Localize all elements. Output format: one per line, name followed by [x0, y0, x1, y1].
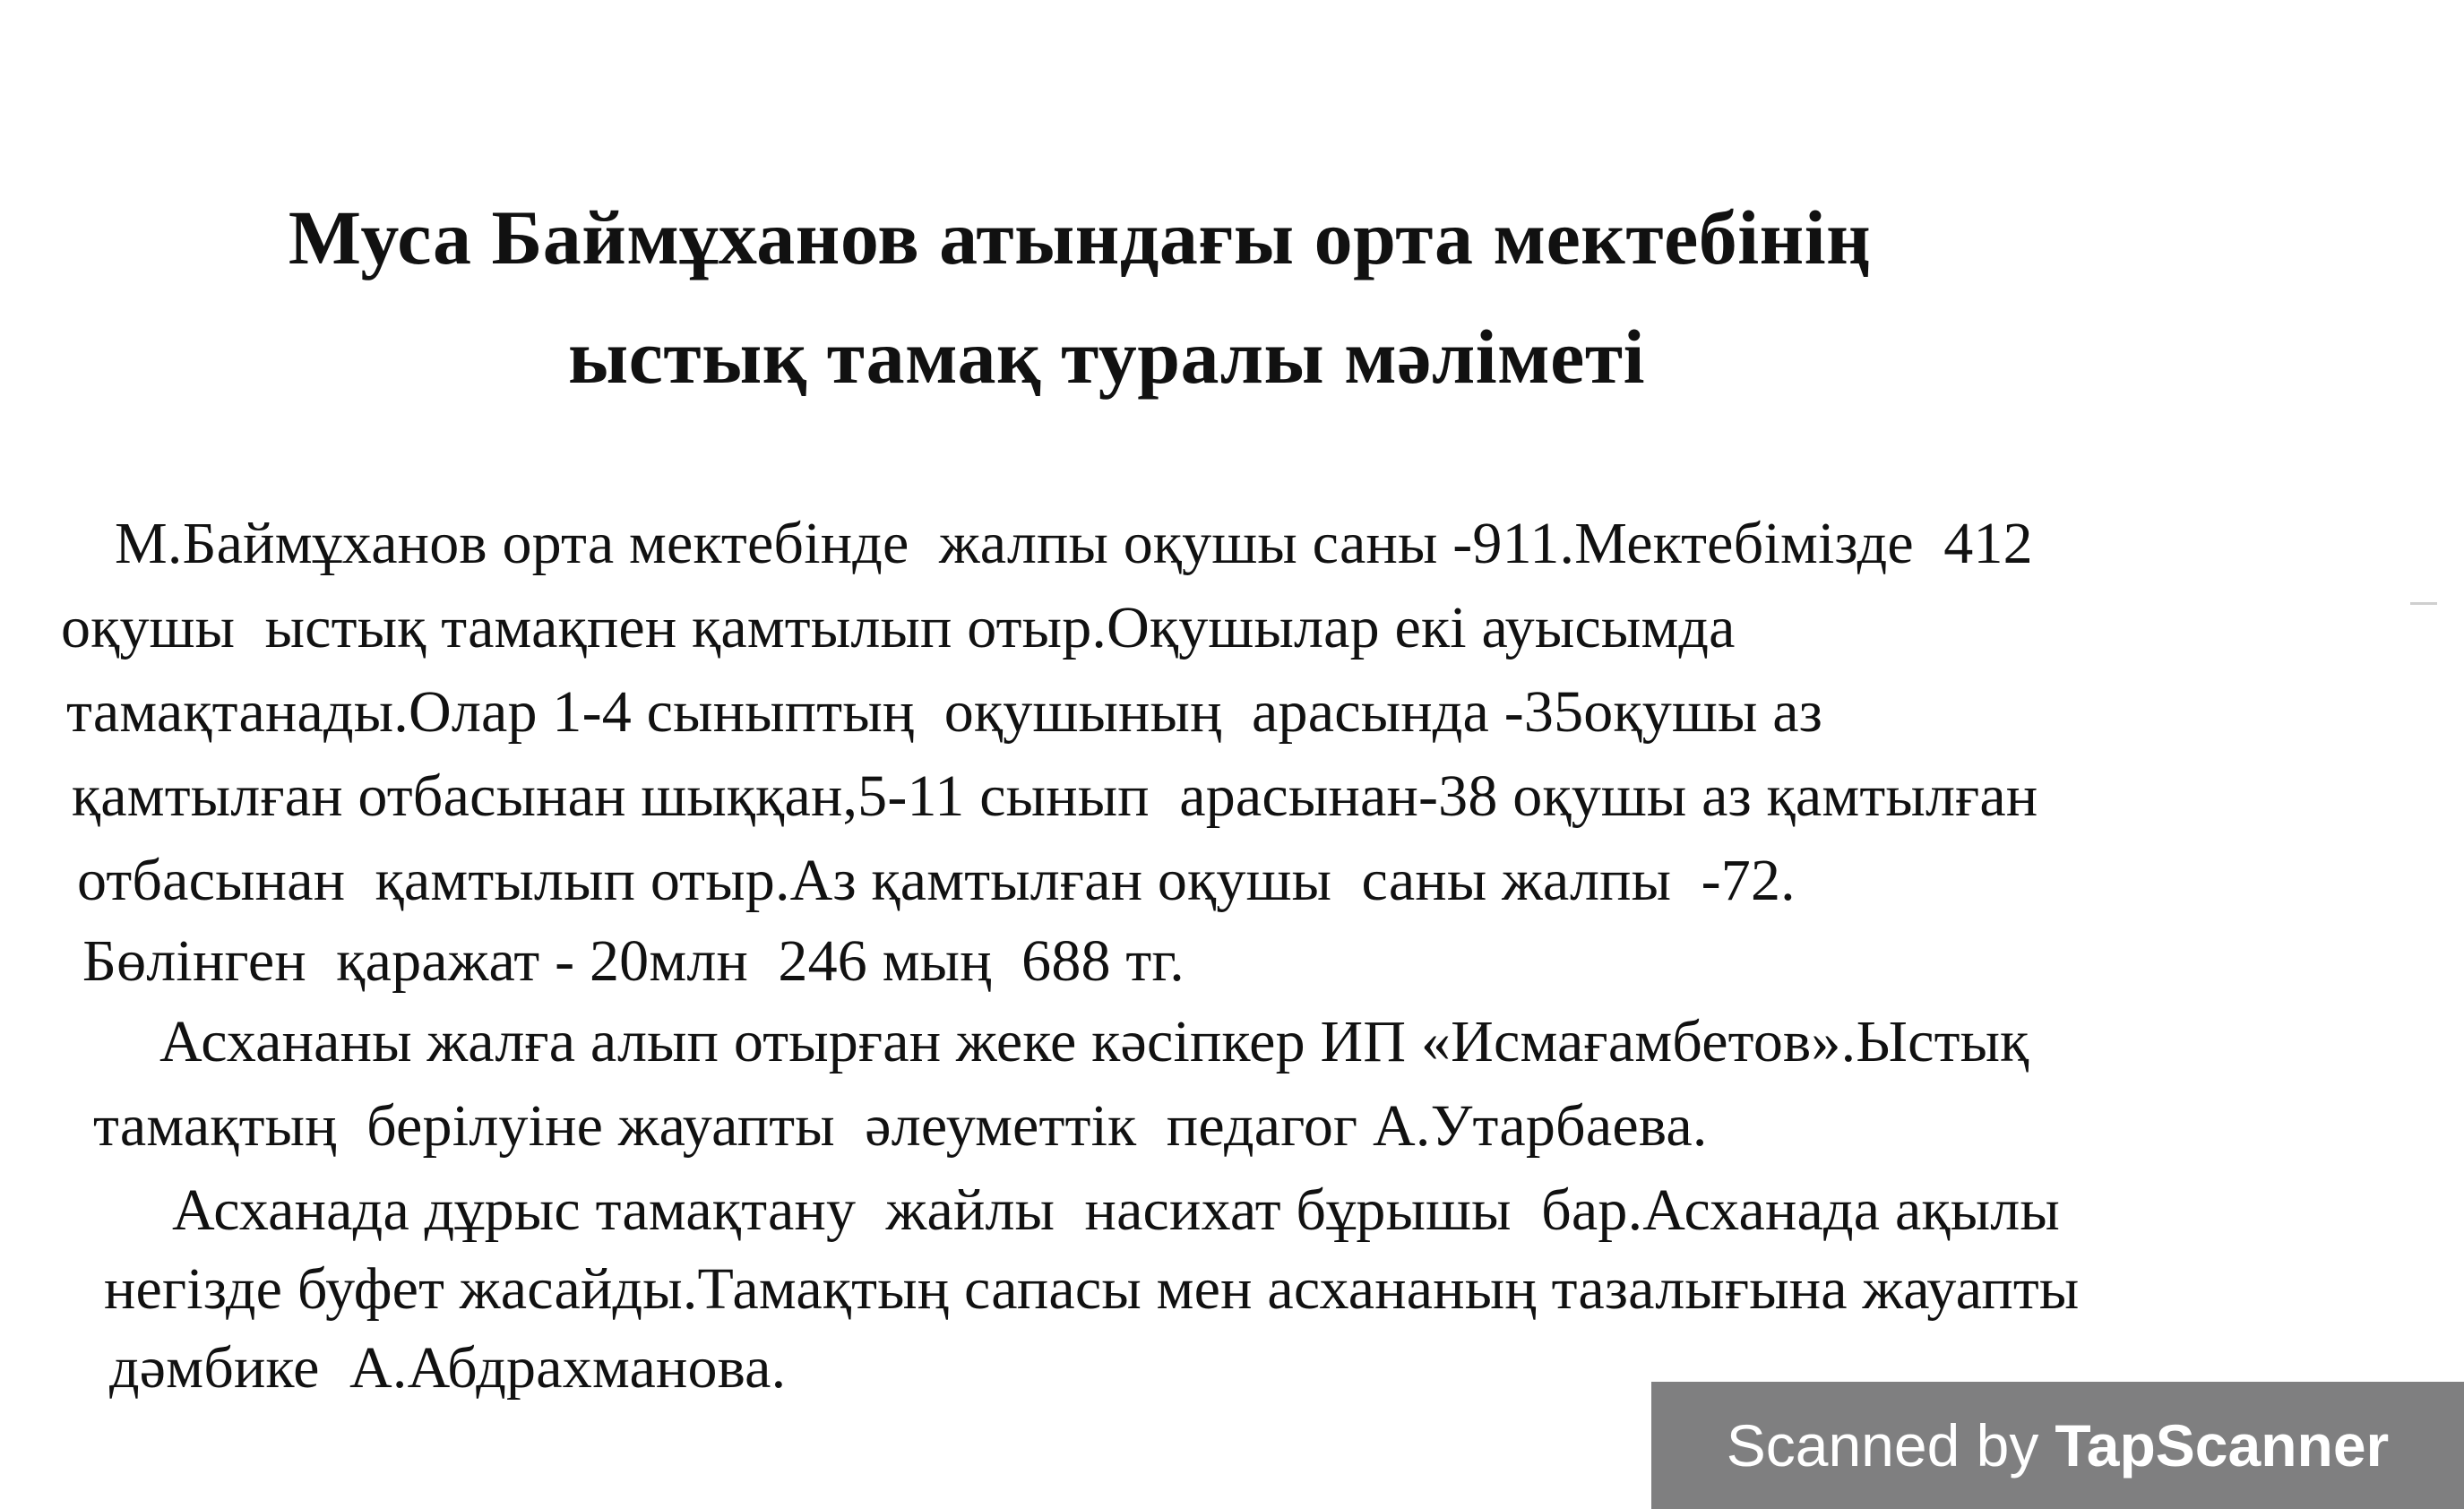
document-title-line-2: ыстық тамақ туралы мәліметі	[568, 314, 1645, 400]
body-line-3: тамақтанады.Олар 1-4 сыныптың оқушының арасында -35оқушы аз	[66, 679, 1823, 745]
body-line-7: Асхананы жалға алып отырған жеке кәсіпкер ИП «Исмағамбетов».Ыстық	[159, 1009, 2029, 1074]
document-title-line-1: Муса Баймұханов атындағы орта мектебінің	[288, 194, 1872, 280]
body-line-5: отбасынан қамтылып отыр.Аз қамтылған оқушы саны жалпы -72.	[77, 848, 1796, 913]
body-line-10: негізде буфет жасайды.Тамақтың сапасы мен асхананың тазалығына жауапты	[104, 1256, 2080, 1322]
body-line-8: тамақтың берілуіне жауапты әлеуметтік педагог А.Утарбаева.	[93, 1093, 1708, 1159]
watermark-prefix: Scanned by	[1726, 1412, 2039, 1479]
watermark-brand: TapScanner	[2055, 1412, 2390, 1479]
body-line-6: Бөлінген қаражат - 20млн 246 мың 688 тг.	[82, 928, 1185, 994]
body-line-11: дәмбике А.Абдрахманова.	[109, 1335, 787, 1401]
scan-artifact-mark	[2410, 602, 2437, 605]
body-line-9: Асханада дұрыс тамақтану жайлы насихат бұрышы бар.Асханада ақылы	[172, 1177, 2060, 1243]
body-line-1: М.Баймұханов орта мектебінде жалпы оқушы саны -911.Мектебімізде 412	[115, 511, 2033, 576]
body-line-4: қамтылған отбасынан шыққан,5-11 сынып арасынан-38 оқушы аз қамтылған	[72, 763, 2038, 829]
scanner-watermark-badge	[1651, 1382, 2464, 1509]
body-line-2: оқушы ыстық тамақпен қамтылып отыр.Оқушылар екі ауысымда	[61, 595, 1736, 660]
